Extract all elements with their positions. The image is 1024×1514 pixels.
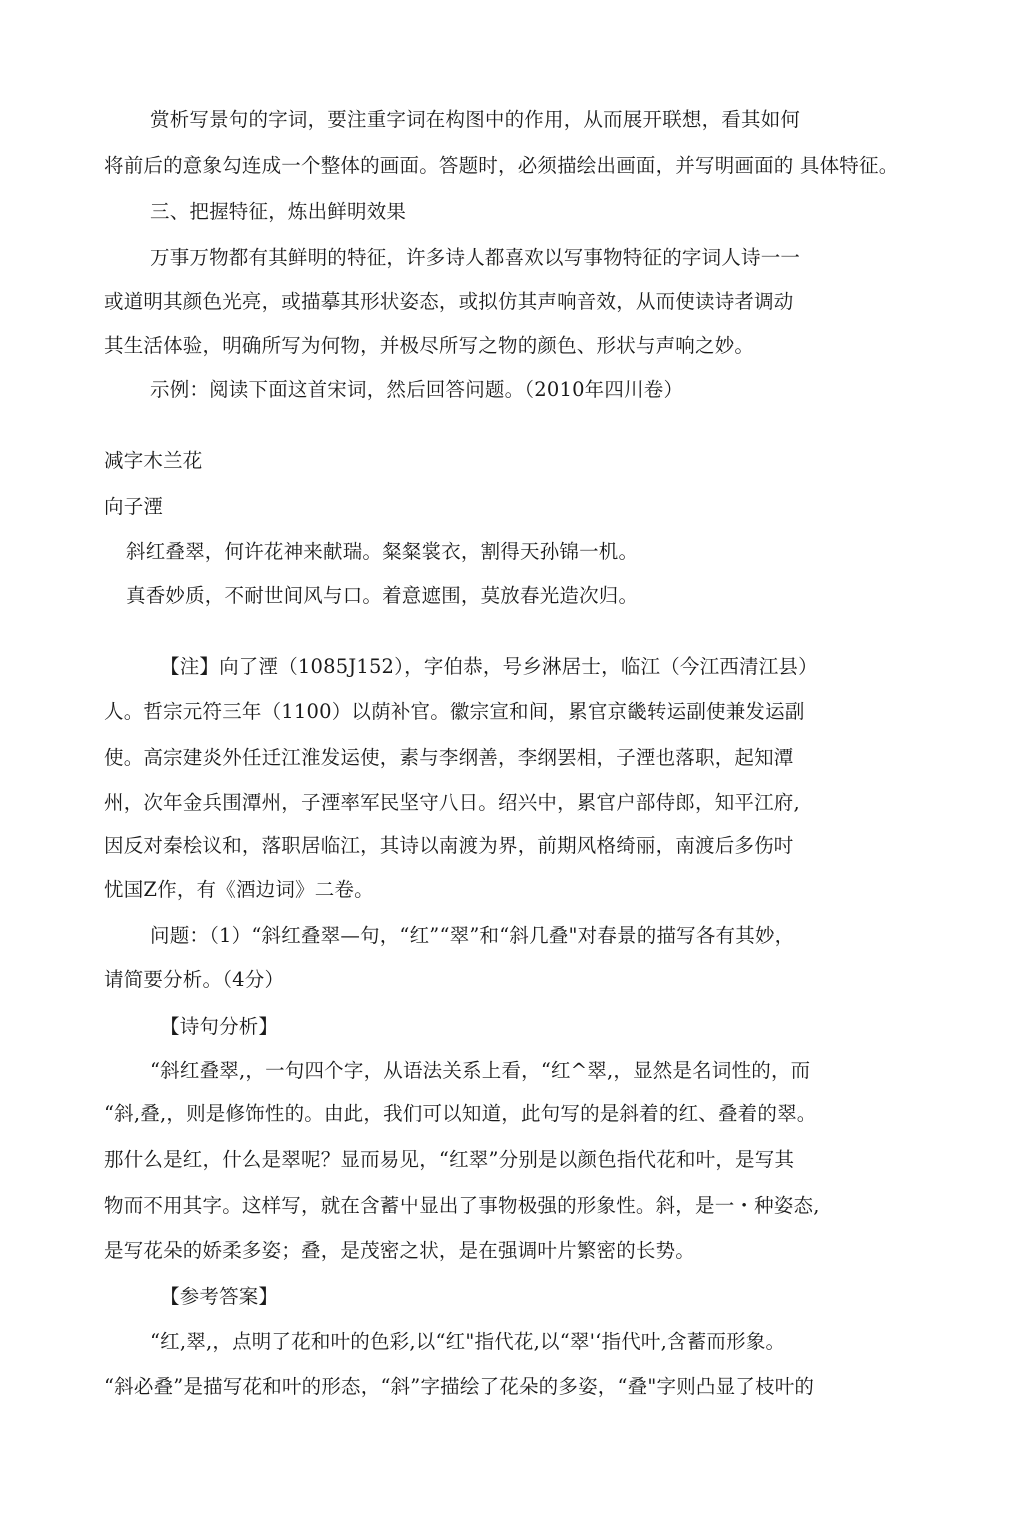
paragraph-line: 万事万物都有其鲜明的特征，许多诗人都喜欢以写事物特征的字词人诗一一 xyxy=(150,246,801,269)
note-line: 忧国Z作，有《酒边词》二卷。 xyxy=(104,878,374,901)
note-line: 【注】向了湮（1085J152），字伯恭，号乡淋居士，临江（今江西清江县） xyxy=(160,655,818,678)
poem-line: 斜红叠翠，何许花神来献瑞。粲粲裳衣，割得天孙锦一机。 xyxy=(126,540,639,563)
poem-title: 减字木兰花 xyxy=(104,449,203,472)
section-heading: 三、把握特征，炼出鲜明效果 xyxy=(150,200,407,223)
analysis-line: “斜红叠翠,，一句四个字，从语法关系上看，“红^翠,，显然是名词性的，而 xyxy=(150,1059,811,1082)
paragraph-line: 其生活体验，明确所写为何物，并极尽所写之物的颜色、形状与声响之妙。 xyxy=(104,334,755,357)
poem-author: 向子湮 xyxy=(104,495,164,518)
answer-line: “斜必叠”是描写花和叶的形态，“斜”字描绘了花朵的多姿，“叠"字则凸显了枝叶的 xyxy=(104,1375,815,1398)
note-line: 因反对秦桧议和，落职居临江，其诗以南渡为界，前期风格绮丽，南渡后多伤吋 xyxy=(104,834,794,857)
paragraph-line: 将前后的意象勾连成一个整体的画面。答题时，必须描绘出画面，并写明画面的 具体特征。 xyxy=(104,154,899,177)
example-intro: 示例：阅读下面这首宋词，然后回答问题。（2010年四川卷） xyxy=(150,378,684,401)
analysis-line: 物而不用其字。这样写，就在含蓄屮显出了事物极强的形象性。斜，是一・种姿态, xyxy=(104,1194,820,1217)
analysis-heading: 【诗句分析】 xyxy=(160,1015,279,1038)
answer-line: “红,翠,，点明了花和叶的色彩,以“红"指代花,以“翠'‘指代叶,含蓄而形象。 xyxy=(150,1330,786,1353)
answer-heading: 【参考答案】 xyxy=(160,1285,279,1308)
question-line: 问题：（1）“斜红叠翠—句，“红”“翠”和“斜几叠"对春景的描写各有其妙， xyxy=(150,924,795,947)
analysis-line: 那什么是红，什么是翠呢？显而易见，“红翠”分别是以颜色指代花和叶，是写其 xyxy=(104,1148,795,1171)
paragraph-line: 或道明其颜色光亮，或描摹其形状姿态，或拟仿其声响音效，从而使读诗者调动 xyxy=(104,290,794,313)
note-line: 人。哲宗元符三年（1100）以荫补官。徽宗宣和间，累官京畿转运副使兼发运副 xyxy=(104,700,805,723)
paragraph-line: 赏析写景句的字词，要注重字词在构图中的作用，从而展开联想，看其如何 xyxy=(150,108,801,131)
analysis-line: 是写花朵的娇柔多姿；叠，是茂密之状，是在强调叶片繁密的长势。 xyxy=(104,1239,696,1262)
note-line: 州，次年金兵围潭州，子湮率军民坚守八日。绍兴中，累官户部侍郎，知平江府, xyxy=(104,791,800,814)
note-line: 使。高宗建炎外任迁江淮发运使，素与李纲善，李纲罢相，子湮也落职，起知潭 xyxy=(104,746,794,769)
poem-line: 真香妙质，不耐世间风与口。着意遮围，莫放春光造次归。 xyxy=(126,584,639,607)
analysis-line: “斜,叠,，则是修饰性的。由此，我们可以知道，此句写的是斜着的红、叠着的翠。 xyxy=(104,1102,817,1125)
question-line: 请简要分析。（4分） xyxy=(104,968,285,991)
